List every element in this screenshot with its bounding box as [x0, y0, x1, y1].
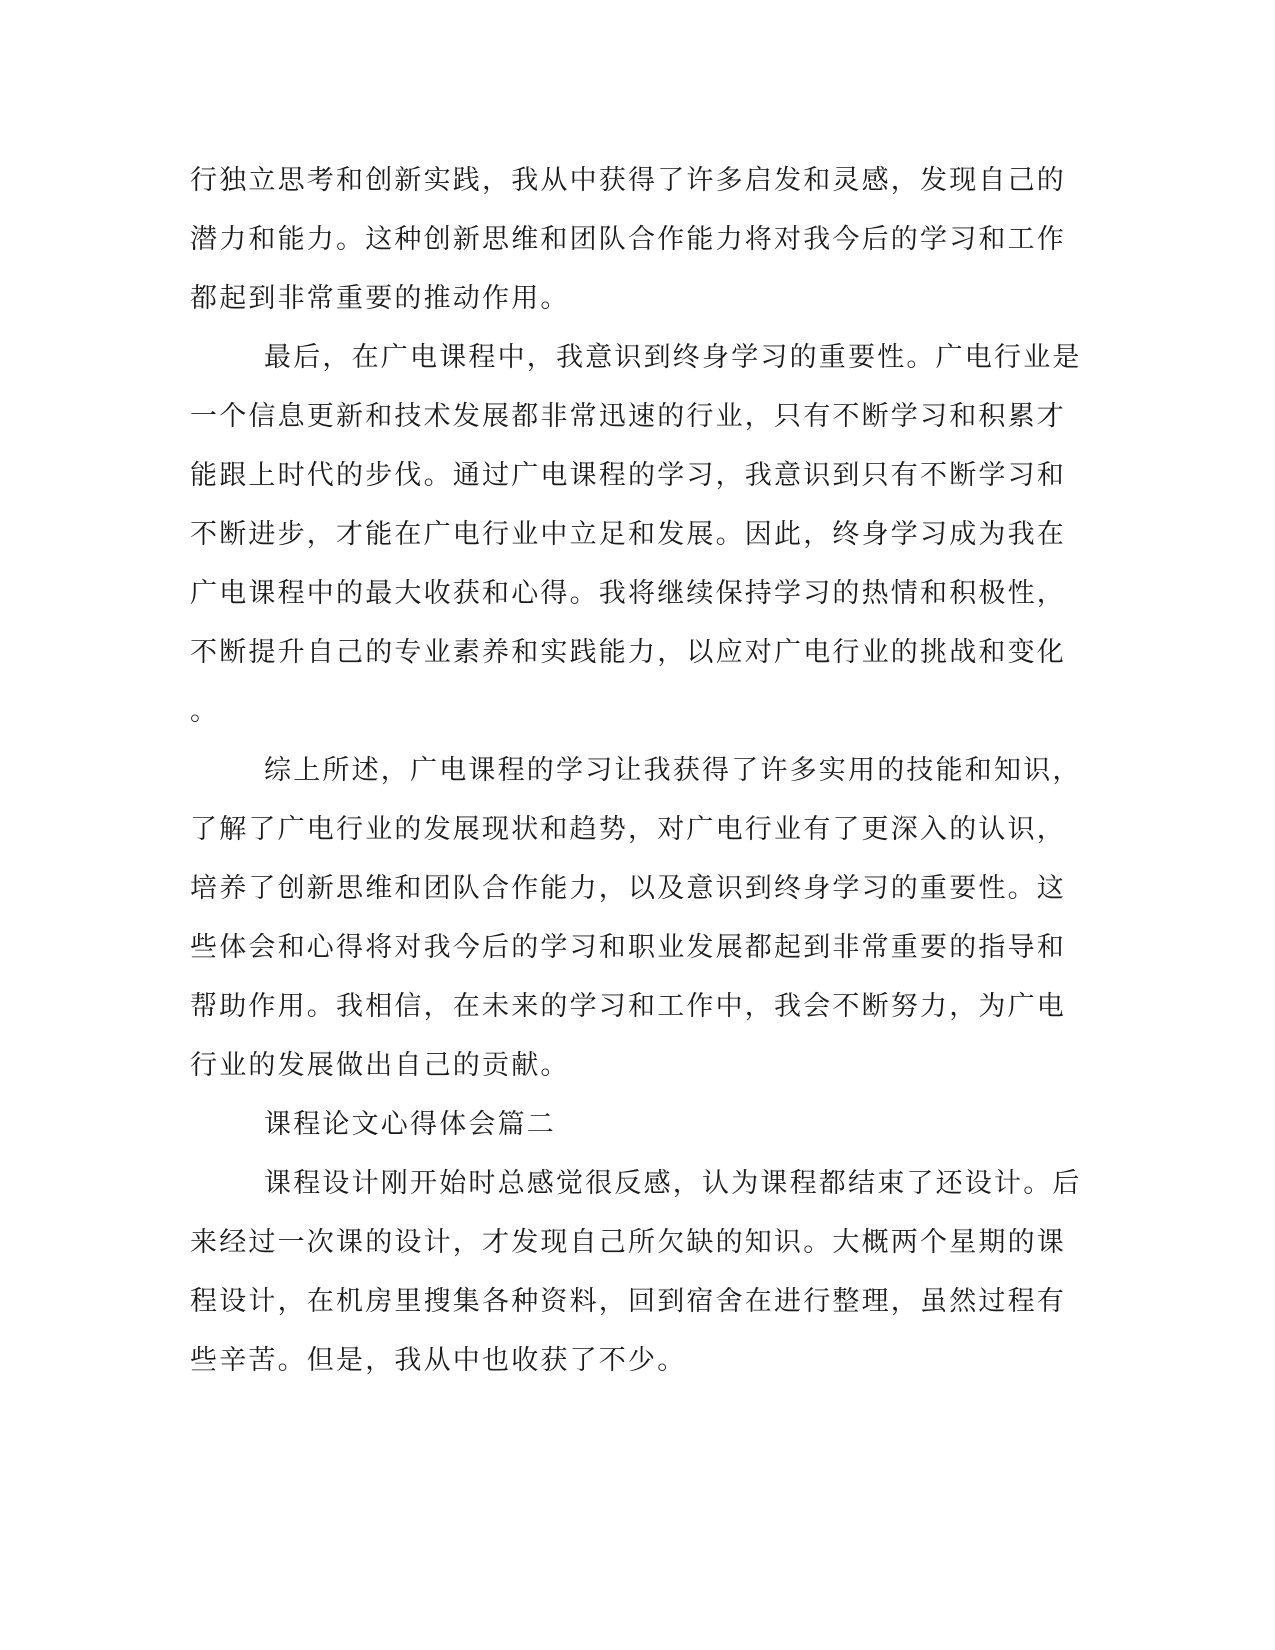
- text-line: 不断提升自己的专业素养和实践能力，以应对广电行业的挑战和变化: [190, 637, 1066, 668]
- text-line: 些辛苦。但是，我从中也收获了不少。: [190, 1345, 687, 1376]
- text-line: 潜力和能力。这种创新思维和团队合作能力将对我今后的学习和工作: [190, 224, 1066, 255]
- text-line: 。: [190, 696, 220, 727]
- text-line: 培养了创新思维和团队合作能力，以及意识到终身学习的重要性。这: [190, 873, 1066, 904]
- paragraph-start-line: 最后，在广电课程中，我意识到终身学习的重要性。广电行业是: [264, 342, 1082, 373]
- text-line: 都起到非常重要的推动作用。: [190, 283, 570, 314]
- text-line: 些体会和心得将对我今后的学习和职业发展都起到非常重要的指导和: [190, 932, 1066, 963]
- text-line: 广电课程中的最大收获和心得。我将继续保持学习的热情和积极性，: [190, 578, 1066, 609]
- section-heading: 课程论文心得体会篇二: [264, 1109, 556, 1140]
- text-line: 行业的发展做出自己的贡献。: [190, 1050, 570, 1081]
- text-line: 一个信息更新和技术发展都非常迅速的行业，只有不断学习和积累才: [190, 401, 1066, 432]
- paragraph-start-line: 综上所述，广电课程的学习让我获得了许多实用的技能和知识，: [264, 755, 1082, 786]
- text-line: 来经过一次课的设计，才发现自己所欠缺的知识。大概两个星期的课: [190, 1227, 1066, 1258]
- text-line: 不断进步，才能在广电行业中立足和发展。因此，终身学习成为我在: [190, 519, 1066, 550]
- paragraph-start-line: 课程设计刚开始时总感觉很反感，认为课程都结束了还设计。后: [264, 1168, 1082, 1199]
- text-line: 帮助作用。我相信，在未来的学习和工作中，我会不断努力，为广电: [190, 991, 1066, 1022]
- text-line: 行独立思考和创新实践，我从中获得了许多启发和灵感，发现自己的: [190, 165, 1066, 196]
- text-line: 能跟上时代的步伐。通过广电课程的学习，我意识到只有不断学习和: [190, 460, 1066, 491]
- text-line: 程设计，在机房里搜集各种资料，回到宿舍在进行整理，虽然过程有: [190, 1286, 1066, 1317]
- text-line: 了解了广电行业的发展现状和趋势，对广电行业有了更深入的认识，: [190, 814, 1066, 845]
